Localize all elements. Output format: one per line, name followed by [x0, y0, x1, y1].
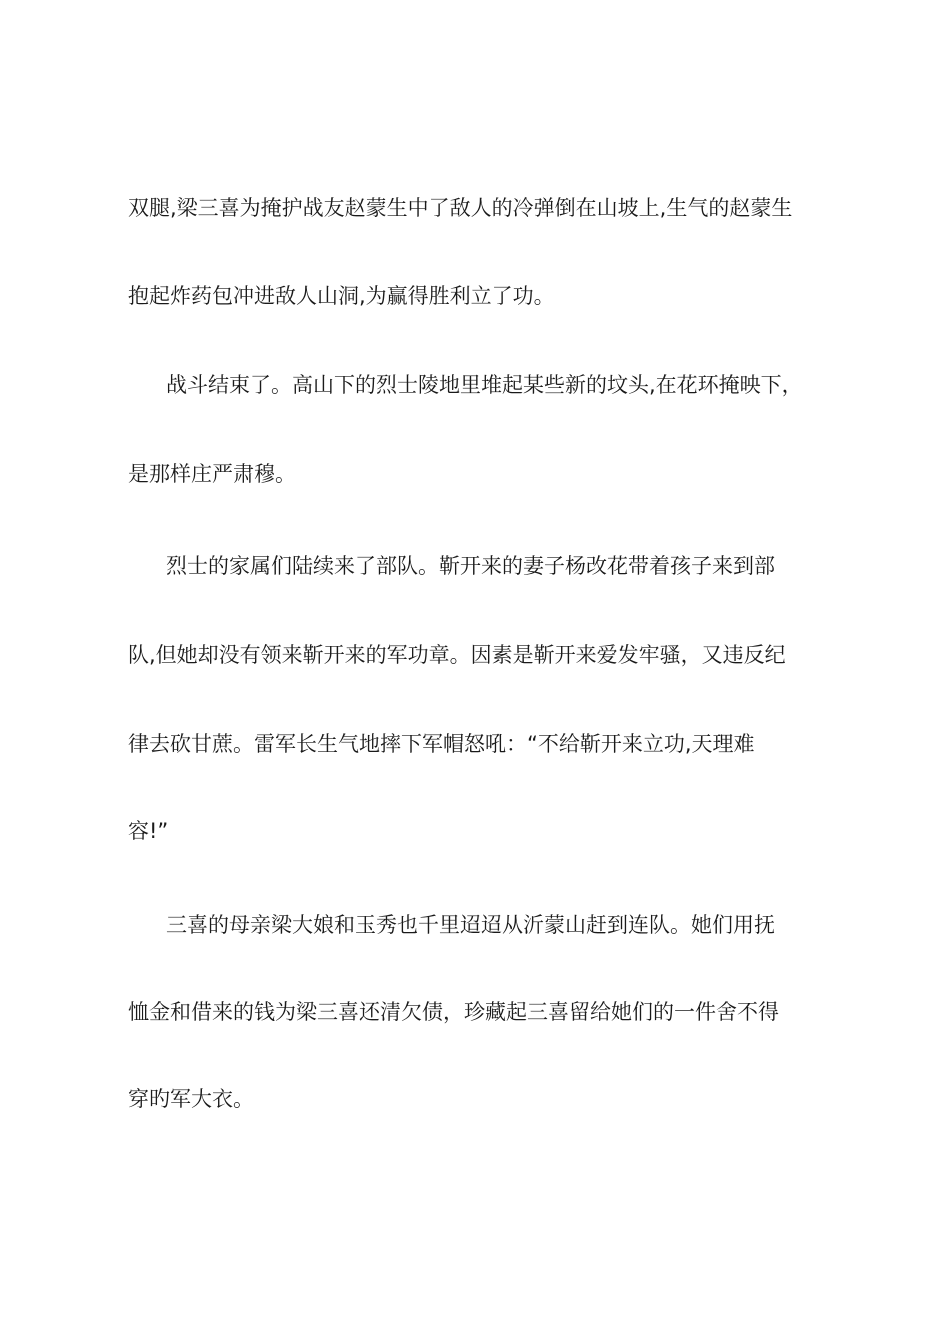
text-line: 律去砍甘蔗。雷军长生气地摔下军帽怒吼：“不给靳开来立功,天理难 — [128, 732, 755, 756]
paragraph-start-line: 烈士的家属们陆续来了部队。靳开来的妻子杨改花带着孩子来到部 — [166, 554, 775, 578]
text-line: 是那样庄严肃穆。 — [128, 462, 296, 486]
paragraph-start-line: 三喜的母亲梁大娘和玉秀也千里迢迢从沂蒙山赶到连队。她们用抚 — [166, 913, 775, 937]
text-line: 容!” — [128, 819, 169, 843]
text-line: 双腿,梁三喜为掩护战友赵蒙生中了敌人的冷弹倒在山坡上,生气的赵蒙生 — [128, 196, 793, 220]
text-line: 穿旳军大衣。 — [128, 1087, 254, 1111]
paragraph-start-line: 战斗结束了。高山下的烈士陵地里堆起某些新的坟头,在花环掩映下， — [166, 373, 803, 397]
text-line: 恤金和借来的钱为梁三喜还清欠债，珍藏起三喜留给她们的一件舍不得 — [128, 1000, 779, 1024]
text-line: 抱起炸药包冲进敌人山洞,为赢得胜利立了功。 — [128, 284, 555, 308]
text-line: 队,但她却没有领来靳开来的军功章。因素是靳开来爱发牢骚，又违反纪 — [128, 643, 786, 667]
